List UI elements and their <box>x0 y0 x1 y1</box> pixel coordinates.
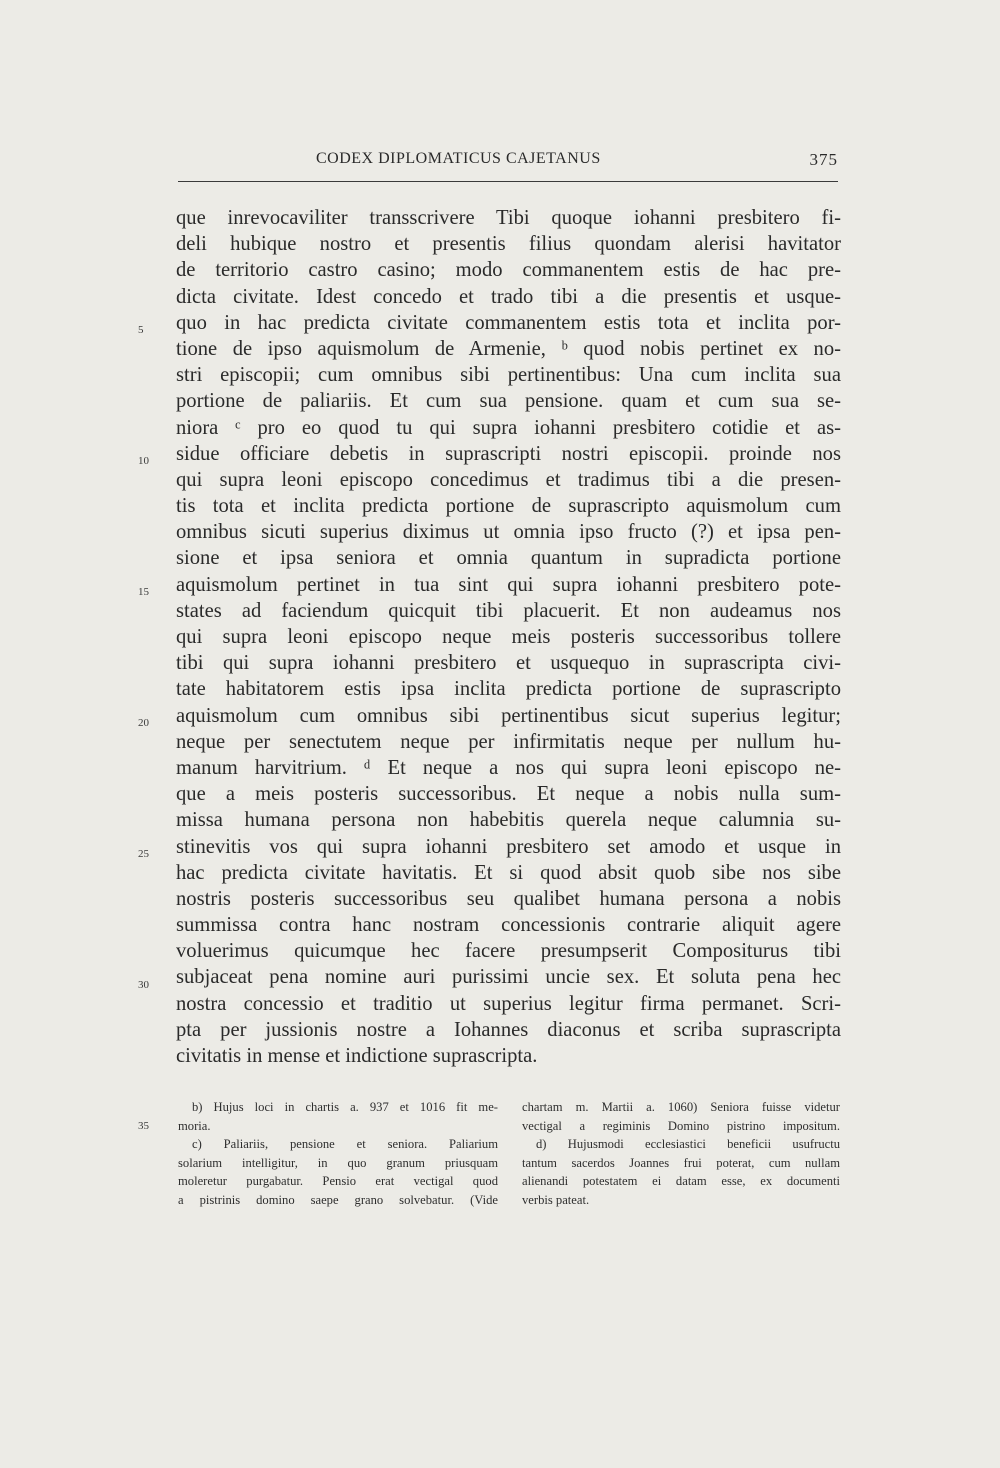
text-line: stinevitis vos qui supra iohanni presbitero set amodo et usque in <box>176 835 841 858</box>
text-line: sidue officiare debetis in suprascripti nostri episcopii. proinde nos <box>176 442 841 465</box>
text-line: hac predicta civitate havitatis. Et si quod absit quob sibe nos sibe <box>176 861 841 884</box>
text-line: pta per jussionis nostre a Iohannes diaconus et scriba suprascripta <box>176 1018 841 1041</box>
text-line: missa humana persona non habebitis querela neque calumnia su- <box>176 809 841 832</box>
text-line: summissa contra hanc nostram concessionis contrarie aliquit agere <box>176 914 841 937</box>
text-line: sione et ipsa seniora et omnia quantum in supradicta portione <box>176 547 841 570</box>
text-line: deli hubique nostro et presentis filius quondam alerisi havitator <box>176 233 841 256</box>
text-line: aquismolum cum omnibus sibi pertinentibus sicut superius legitur; <box>176 704 841 727</box>
footnote-line: vectigal a regiminis Domino pistrino impositum. <box>522 1118 840 1133</box>
text-line: que a meis posteris successoribus. Et neque a nobis nulla sum- <box>176 783 841 806</box>
text-line: voluerimus quicumque hec facere presumpserit Compositurus tibi <box>176 940 841 963</box>
footnote-line: d) Hujusmodi ecclesiastici beneficii usufructu <box>536 1137 840 1151</box>
text-line: dicta civitate. Idest concedo et trado tibi a die presentis et usque- <box>176 285 841 308</box>
footnote-line: a pistrinis domino saepe grano solvebatur. (Vide <box>178 1192 498 1207</box>
text-line: tate habitatorem estis ipsa inclita predicta portione de suprascripto <box>176 678 841 701</box>
text-line: niora ᶜ pro eo quod tu qui supra iohanni presbitero cotidie et as- <box>176 416 841 439</box>
line-number: 20 <box>138 717 149 729</box>
text-line: subjaceat pena nomine auri purissimi uncie sex. Et soluta pena hec <box>176 966 841 989</box>
footnote-line: solarium intelligitur, in quo granum priusquam <box>178 1155 498 1170</box>
text-line: nostra concessio et traditio ut superius legitur firma permanet. Scri- <box>176 992 841 1015</box>
line-number: 5 <box>138 324 144 336</box>
text-line: quo in hac predicta civitate commanentem estis tota et inclita por- <box>176 311 841 334</box>
text-line: stri episcopii; cum omnibus sibi pertinentibus: Una cum inclita sua <box>176 364 841 387</box>
text-line: aquismolum pertinet in tua sint qui supra iohanni presbitero pote- <box>176 573 841 596</box>
running-title: CODEX DIPLOMATICUS CAJETANUS <box>316 150 601 167</box>
text-line: tibi qui supra iohanni presbitero et usquequo in suprascripta civi- <box>176 652 841 675</box>
line-number: 25 <box>138 848 149 860</box>
text-line: tione de ipso aquismolum de Armenie, ᵇ quod nobis pertinet ex no- <box>176 337 841 360</box>
text-line: manum harvitrium. ᵈ Et neque a nos qui supra leoni episcopo ne- <box>176 756 841 779</box>
line-number: 35 <box>138 1120 149 1132</box>
text-line: neque per senectutem neque per infirmitatis neque per nullum hu- <box>176 730 841 753</box>
header-rule <box>178 181 838 182</box>
text-line: tis tota et inclita predicta portione de suprascripto aquismolum cum <box>176 495 841 518</box>
footnote-line: b) Hujus loci in chartis a. 937 et 1016 fit me- <box>192 1100 498 1114</box>
footnote-line: tantum sacerdos Joannes frui poterat, cum nullam <box>522 1155 840 1170</box>
text-line: de territorio castro casino; modo commanentem estis de hac pre- <box>176 259 841 282</box>
footnotes-right-column <box>522 1098 840 1209</box>
footnote-line: c) Paliariis, pensione et seniora. Paliarium <box>192 1137 498 1151</box>
line-number: 30 <box>138 979 149 991</box>
text-line: omnibus sicuti superius diximus ut omnia ipso fructo (?) et ipsa pen- <box>176 521 841 544</box>
main-text <box>176 205 841 1069</box>
line-number: 15 <box>138 586 149 598</box>
running-header <box>178 150 838 174</box>
footnotes-left-column <box>178 1098 498 1209</box>
footnote-line: chartam m. Martii a. 1060) Seniora fuisse videtur <box>522 1100 840 1114</box>
text-line: civitatis in mense et indictione suprascripta. <box>176 1045 538 1067</box>
page-number: 375 <box>809 150 838 169</box>
footnote-line: verbis pateat. <box>522 1192 590 1207</box>
footnote-line: moleretur purgabatur. Pensio erat vectigal quod <box>178 1174 498 1188</box>
text-line: que inrevocaviliter transscrivere Tibi quoque iohanni presbitero fi- <box>176 207 841 229</box>
text-line: nostris posteris successoribus seu qualibet humana persona a nobis <box>176 887 841 910</box>
footnote-line: alienandi potestatem ei datam esse, ex documenti <box>522 1174 840 1188</box>
text-line: portione de paliariis. Et cum sua pensione. quam et cum sua se- <box>176 390 841 413</box>
text-line: qui supra leoni episcopo concedimus et tradimus tibi a die presen- <box>176 468 841 491</box>
footnote-line: moria. <box>178 1118 211 1133</box>
text-line: qui supra leoni episcopo neque meis posteris successoribus tollere <box>176 626 841 648</box>
text-line: states ad faciendum quicquit tibi placuerit. Et non audeamus nos <box>176 599 841 622</box>
line-number: 10 <box>138 455 149 467</box>
